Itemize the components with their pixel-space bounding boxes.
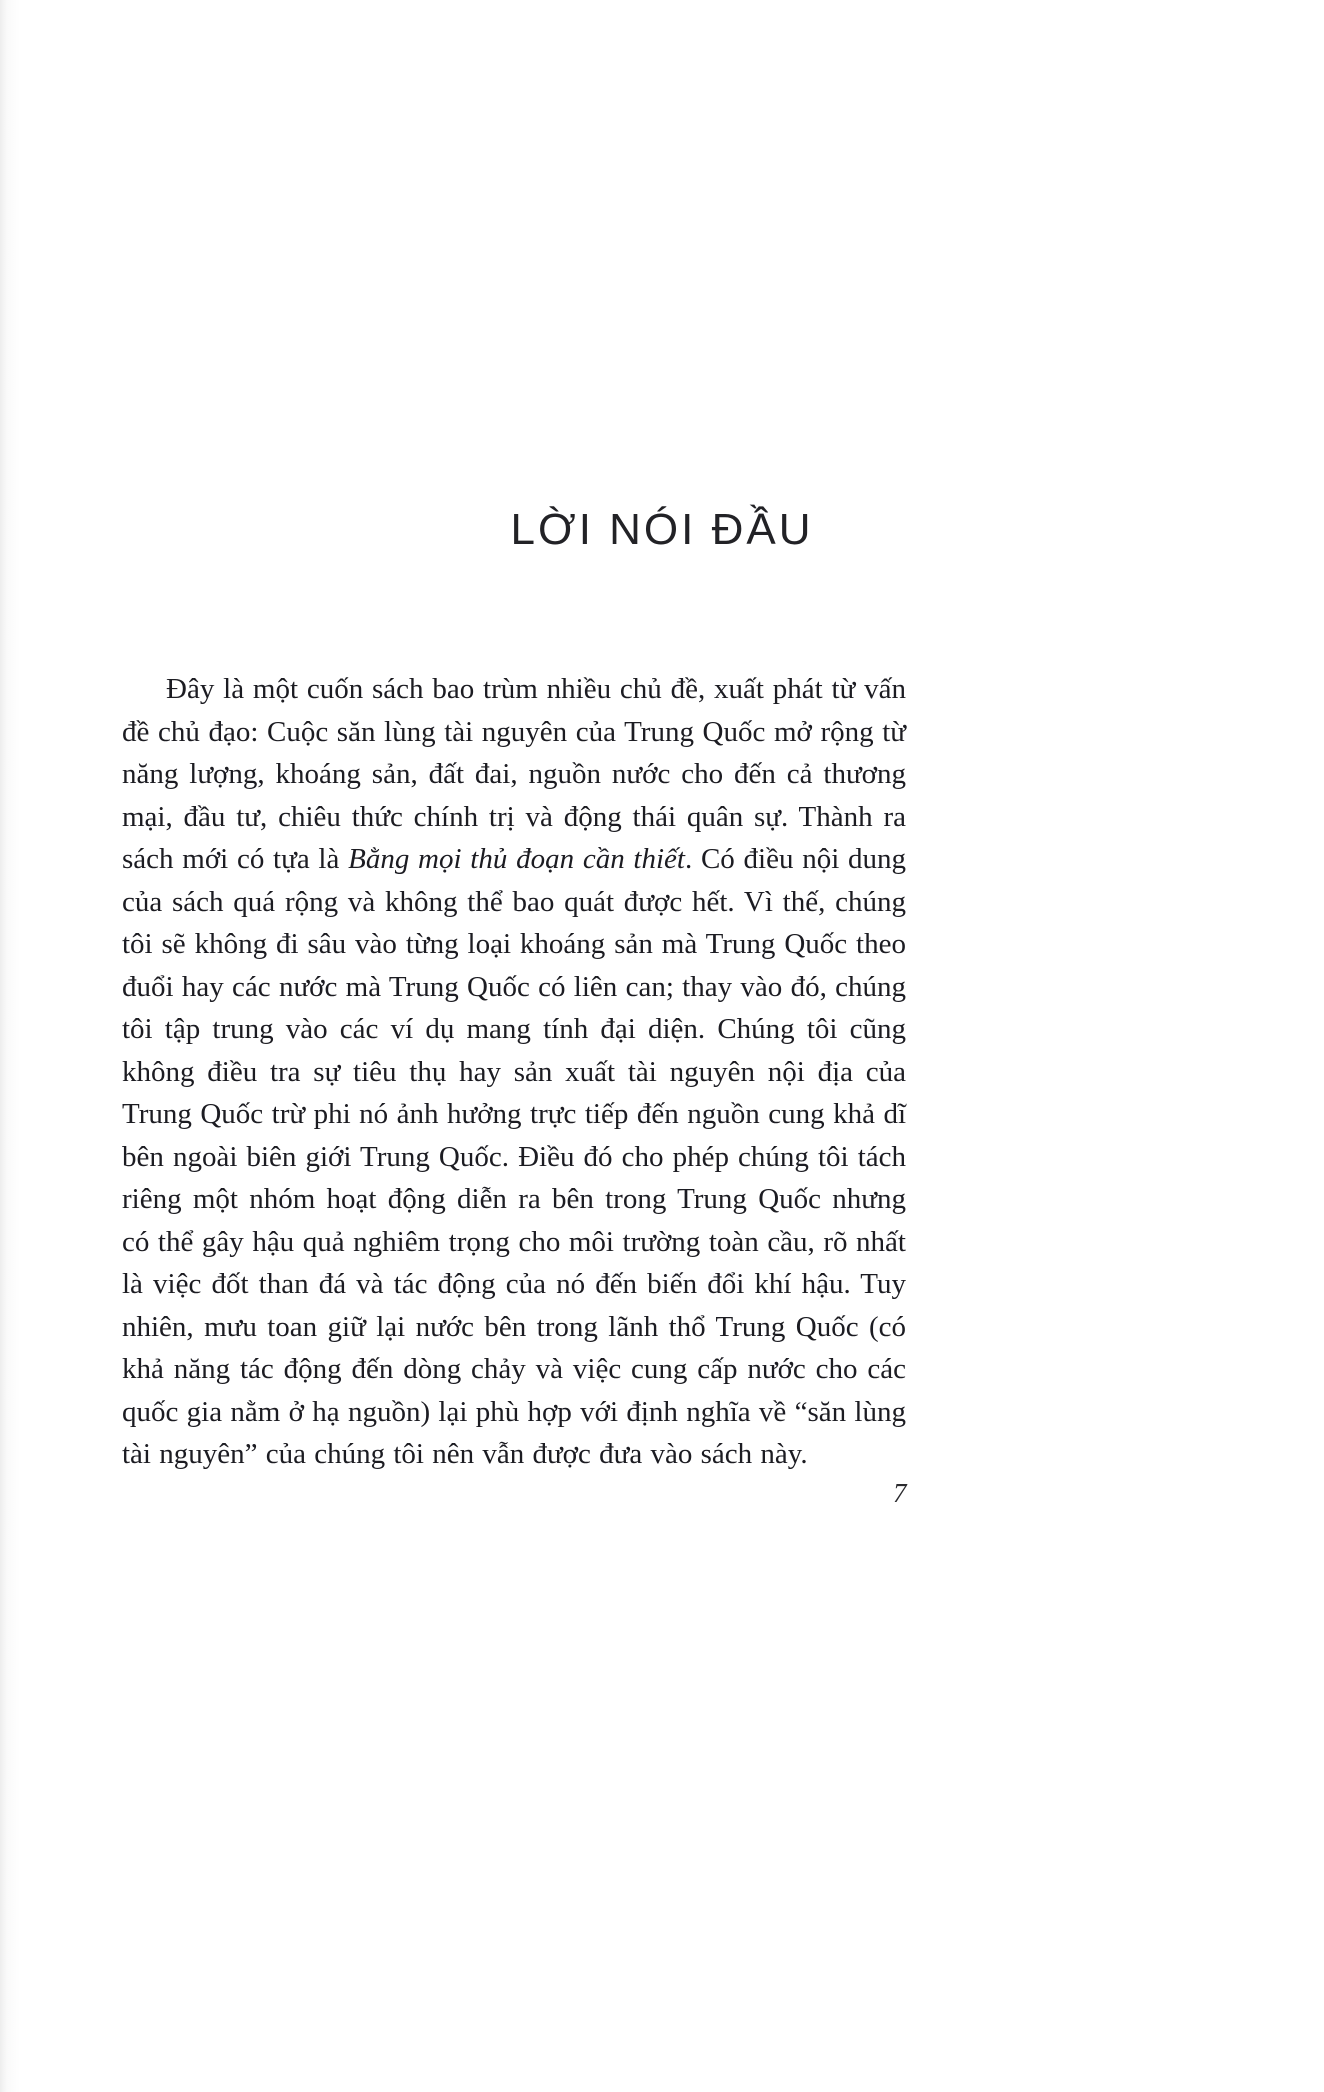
page-title: LỜI NÓI ĐẦU bbox=[510, 505, 814, 554]
paragraph-text-after-italic: . Có điều nội dung của sách quá rộng và không thể bao quát được hết. Vì thế, chúng tôi sẽ không đi sâu vào từng loại khoáng sản mà Trung Quốc theo đuổi hay các nước mà Trung Quốc có liên can; thay vào đó, chúng tôi tập trung vào các ví dụ mang tính đại diện. Chúng tôi cũng không điều tra sự tiêu thụ hay sản xuất tài nguyên nội địa của Trung Quốc trừ phi nó ảnh hưởng trực tiếp đến nguồn cung khả dĩ bên ngoài biên giới Trung Quốc. Điều đó cho phép chúng tôi tách riêng một nhóm hoạt động diễn ra bên trong Trung Quốc nhưng có thể gây hậu quả nghiêm trọng cho môi trường toàn cầu, rõ nhất là việc đốt than đá và tác động của nó đến biến đổi khí hậu. Tuy nhiên, mưu toan giữ lại nước bên trong lãnh thổ Trung Quốc (có khả năng tác động đến dòng chảy và việc cung cấp nước cho các quốc gia nằm ở hạ nguồn) lại phù hợp với định nghĩa về “săn lùng tài nguyên” của chúng tôi nên vẫn được đưa vào sách này. bbox=[122, 843, 906, 1470]
body-paragraph bbox=[122, 668, 906, 1476]
page-number: 7 bbox=[893, 1478, 907, 1508]
paragraph-text-before-italic: Đây là một cuốn sách bao trùm nhiều chủ đề, xuất phát từ vấn đề chủ đạo: Cuộc săn lùng tài nguyên của Trung Quốc mở rộng từ năng lượng, khoáng sản, đất đai, nguồn nước cho đến cả thương mại, đầu tư, chiêu thức chính trị và động thái quân sự. Thành ra sách mới có tựa là bbox=[122, 673, 906, 875]
book-title-italic: Bằng mọi thủ đoạn cần thiết bbox=[348, 843, 685, 875]
